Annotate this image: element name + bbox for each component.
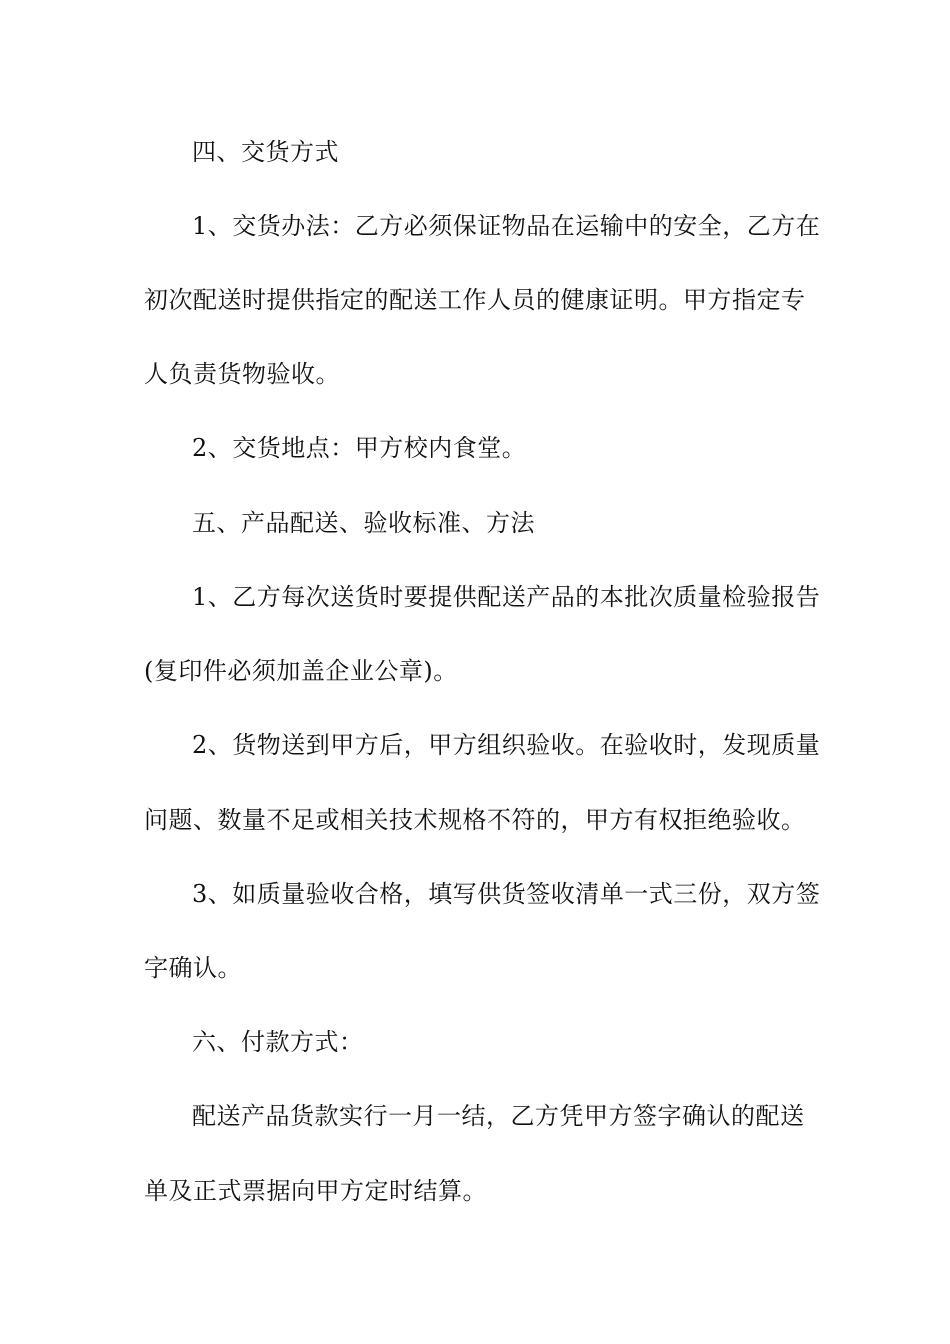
paragraph-line: 人负责货物验收。	[144, 360, 340, 388]
paragraph-line: 2、交货地点：甲方校内食堂。	[192, 434, 527, 462]
paragraph-line: 问题、数量不足或相关技术规格不符的，甲方有权拒绝验收。	[144, 806, 806, 834]
section-heading-delivery: 四、交货方式	[192, 138, 339, 166]
paragraph-line: 1、交货办法：乙方必须保证物品在运输中的安全，乙方在	[192, 212, 821, 240]
paragraph-line: 2、货物送到甲方后，甲方组织验收。在验收时，发现质量	[192, 731, 821, 759]
paragraph-line: 单及正式票据向甲方定时结算。	[144, 1177, 487, 1205]
paragraph-line: (复印件必须加盖企业公章)。	[144, 657, 458, 685]
section-heading-acceptance: 五、产品配送、验收标准、方法	[192, 509, 535, 537]
paragraph-line: 1、乙方每次送货时要提供配送产品的本批次质量检验报告	[192, 583, 821, 611]
paragraph-line: 字确认。	[144, 954, 242, 982]
paragraph-line: 3、如质量验收合格，填写供货签收清单一式三份，双方签	[192, 880, 821, 908]
section-heading-payment: 六、付款方式：	[192, 1028, 364, 1056]
paragraph-line: 配送产品货款实行一月一结，乙方凭甲方签字确认的配送	[192, 1102, 805, 1130]
paragraph-line: 初次配送时提供指定的配送工作人员的健康证明。甲方指定专	[144, 286, 806, 314]
